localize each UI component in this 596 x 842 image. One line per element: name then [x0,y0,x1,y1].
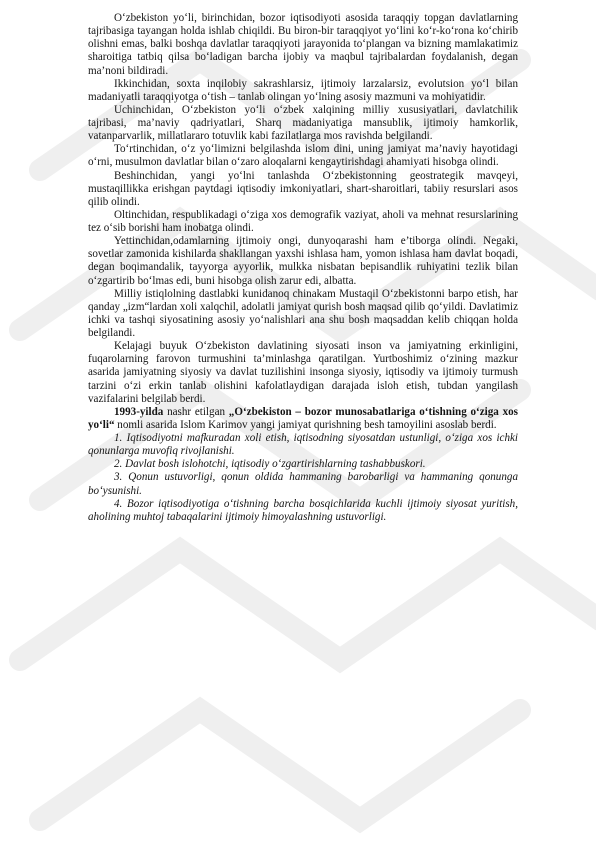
paragraph-6: Oltinchidan, respublikadagi o‘ziga xos demografik vaziyat, aholi va mehnat resurslarining tez o‘sib borishi ham inobatga olindi. [88,208,518,234]
principle-3: 3. Qonun ustuvorligi, qonun oldida hammaning barobarligi va hammaning qonunga bo‘ysunishi. [88,471,518,497]
paragraph-8: Milliy istiqlolning dastlabki kunidanoq chinakam Mustaqil O‘zbekistonni barpo etish, har qanday „izm“lardan xoli xalqchil, adolatli jamiyat qurish bosh maqsad qilib qo‘yildi. Davlatimiz ichki va tashqi siyosatining asosiy yo‘nalishlari ana shu bosh maqsaddan kelib chiqqan holda belgilandi. [88,287,518,339]
paragraph-intro [88,406,518,432]
intro-rest: nomli asarida Islom Karimov yangi jamiyat qurishning besh tamoyilini asoslab berdi. [114,418,497,431]
paragraph-1: O‘zbekiston yo‘li, birinchidan, bozor iqtisodiyoti asosida taraqqiy topgan davlatlarning tajribasiga tayangan holda ishlab chiqildi. Bu biron-bir taraqqiyot yo‘lini ko‘r-ko‘rona ko‘chirib olishni emas, balki boshqa davlatlar taraqqiyoti jarayonida to‘plangan va bizning mamlakatimiz sharoitiga tatbiq qilsa bo‘ladigan barcha ijobiy va maqbul tajribalardan foydalanish, degan ma’noni bildiradi. [88,12,518,77]
document-body [88,12,518,524]
principle-1: 1. Iqtisodiyotni mafkuradan xoli etish, iqtisodning siyosatdan ustunligi, o‘ziga xos ichki qonunlarga muvofiq rivojlanishi. [88,432,518,458]
principle-4: 4. Bozor iqtisodiyotiga o‘tishning barcha bosqichlarida kuchli ijtimoiy siyosat yuritish, aholining muhtoj tabaqalarini ijtimoiy himoyalashning ustuvorligi. [88,497,518,523]
paragraph-9: Kelajagi buyuk O‘zbekiston davlatining siyosati inson va jamiyatning erkinligini, fuqarolarning farovon turmushini ta’minlashga qaratilgan. Yurtboshimiz o‘zining mazkur asarida jamiyatning siyosiy va davlat tuzilishini insonga siyosiy, iqtisodiy va ijtimoiy turmush tarzini o‘zi erkin tanlab olishini kafolatlaydigan darajada isloh etish, tubdan yangilash vazifalarini belgilab berdi. [88,340,518,405]
principle-2: 2. Davlat bosh islohotchi, iqtisodiy o‘zgartirishlarning tashabbuskori. [114,458,426,471]
paragraph-3: Uchinchidan, O‘zbekiston yo‘li o‘zbek xalqining milliy xususiyatlari, davlatchilik tajribasi, ma’naviy qadriyatlari, Sharq madaniyatiga mansublik, ijtimoiy hamkorlik, vatanparvarlik, millatlararo totuvlik kabi fazilatlarga mos ravishda belgilandi. [88,103,518,143]
paragraph-5: Beshinchidan, yangi yo‘lni tanlashda O‘zbekistonning geostrategik mavqeyi, mustaqillikka erishgan paytdagi iqtisodiy imkoniyatlari, shart-sharoitlari, tabiiy resurslari asos qilib olindi. [88,169,518,208]
intro-mid: nashr etilgan [163,405,229,418]
paragraph-2: Ikkinchidan, soxta inqilobiy sakrashlarsiz, ijtimoiy larzalarsiz, evolutsion yo‘l bilan madaniyatli taraqqiyotga o‘tish – tanlab olingan yo‘lning asosiy mazmuni va mohiyatidir. [88,77,518,103]
paragraph-7: Yettinchidan,odamlarning ijtimoiy ongi, dunyoqarashi ham e’tiborga olindi. Negaki, sovetlar zamonida kishilarda shakllangan yaxshi ishlasa ham, yomon ishlasa ham davlat boqadi, degan boqimandalik, tayyorga ayyorlik, mulkka nisbatan bepisandlik ruhiyatini tezlik bilan o‘zgartirib bo‘lmas edi, buni hisobga olish zarur edi, albatta. [88,235,518,287]
intro-book-title: „O‘zbekiston – bozor munosabatlariga o‘tishning o‘ziga xos yo‘li“ [88,405,518,431]
paragraph-4: To‘rtinchidan, o‘z yo‘limizni belgilashda islom dini, uning jamiyat ma’naviy hayotidagi o‘rni, musulmon davlatlar bilan o‘zaro aloqalarni kengaytirishdagi ahamiyati hisobga olindi. [88,143,518,169]
intro-year: 1993-yilda [114,405,164,418]
